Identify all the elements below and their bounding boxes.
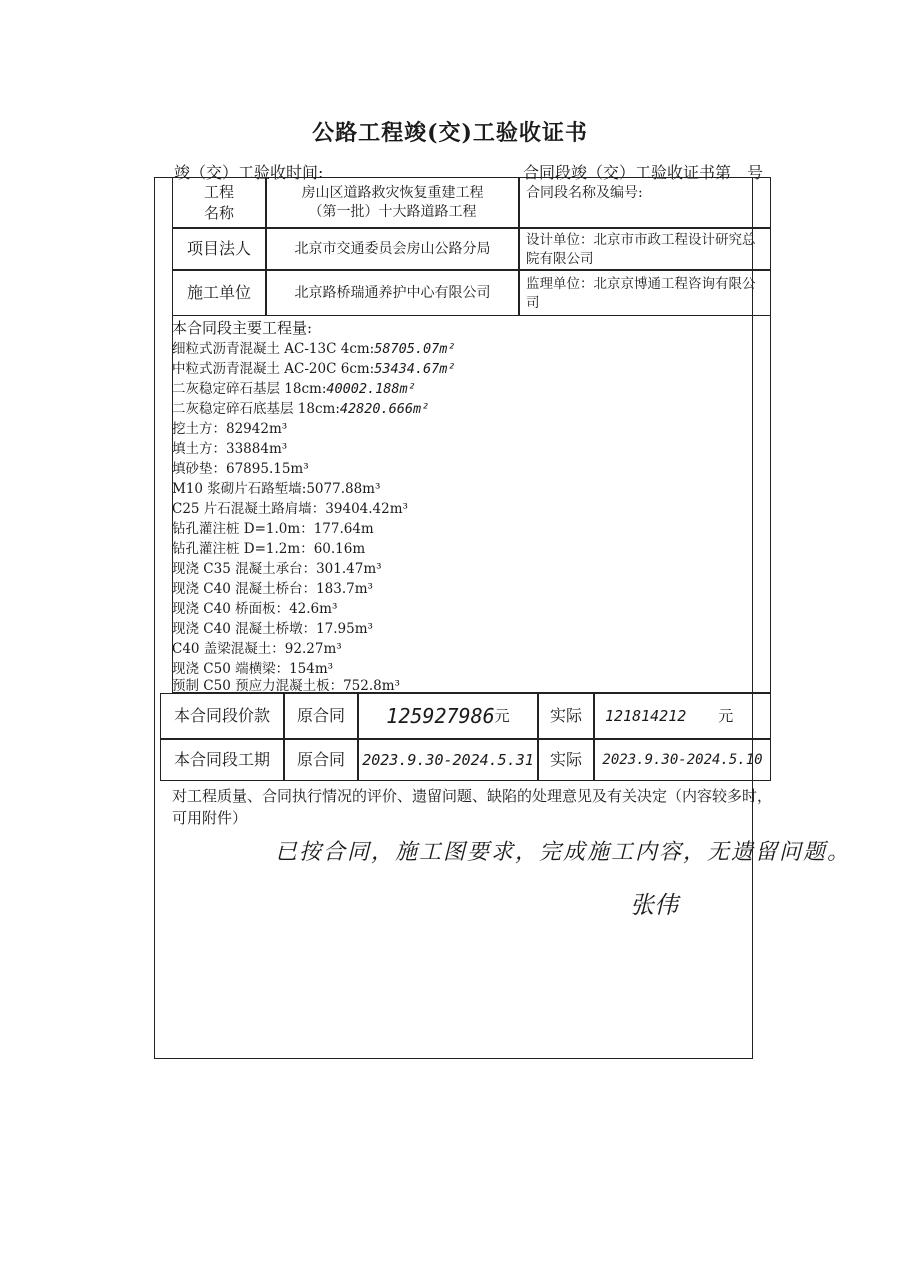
handwritten-original-period: 2023.9.30-2024.5.31 (362, 750, 534, 769)
original-period-label: 原合同 (284, 739, 358, 781)
certificate-number-label: 合同段竣（交）工验收证书第 号 (523, 163, 764, 182)
actual-price-label: 实际 (538, 693, 594, 739)
handwritten-value: 58705.07m² (374, 341, 456, 357)
contract-section-label: 合同段名称及编号: (519, 177, 771, 228)
quantity-item: C25 片石混凝土路肩墙：39404.42m³ (172, 501, 408, 517)
actual-period-value (594, 739, 771, 781)
page-title: 公路工程竣(交)工验收证书 (312, 120, 588, 146)
handwritten-value: 40002.188m² (326, 381, 416, 397)
handwritten-evaluation: 已按合同，施工图要求，完成施工内容，无遗留问题。 (275, 840, 852, 865)
construction-unit-value: 北京路桥瑞通养护中心有限公司 (266, 270, 519, 316)
quantity-item: 预制 C50 预应力混凝土板：752.8m³ (172, 678, 400, 694)
quantity-item: 现浇 C40 混凝土桥墩：17.95m³ (172, 621, 373, 637)
original-period-value (358, 739, 538, 781)
quantity-item: 填土方：33884m³ (172, 441, 288, 457)
handwritten-signature: 张伟 (630, 891, 678, 919)
quantity-item: 现浇 C35 混凝土承台：301.47m³ (172, 561, 382, 577)
quantity-item: 现浇 C40 桥面板：42.6m³ (172, 601, 338, 617)
original-price-value (358, 693, 538, 739)
handwritten-actual-period: 2023.9.30-2024.5.10 (602, 751, 763, 768)
project-owner-value: 北京市交通委员会房山公路分局 (266, 228, 519, 270)
construction-unit-label: 施工单位 (172, 270, 266, 316)
actual-period-label: 实际 (538, 739, 594, 781)
supervision-unit: 监理单位：北京京博通工程咨询有限公司 (519, 270, 771, 316)
quantity-item: 细粒式沥青混凝土 AC-13C 4cm:58705.07m² (172, 341, 456, 357)
quantity-item: 填砂垫：67895.15m³ (172, 461, 309, 477)
quantity-item: 挖土方：82942m³ (172, 421, 288, 437)
handwritten-value: 53434.67m² (374, 361, 456, 377)
quantity-item: 钻孔灌注桩 D=1.2m：60.16m (172, 541, 366, 557)
project-name-label: 工程 名称 (172, 177, 266, 228)
actual-price-unit: 元 (718, 706, 734, 725)
project-owner-label: 项目法人 (172, 228, 266, 270)
original-contract-label: 原合同 (284, 693, 358, 739)
quantity-item: 钻孔灌注桩 D=1.0m：177.64m (172, 521, 374, 537)
design-unit: 设计单位：北京市市政工程设计研究总院有限公司 (519, 228, 771, 270)
quantity-item: C40 盖梁混凝土：92.27m³ (172, 641, 342, 657)
quantity-item: 现浇 C40 混凝土桥台：183.7m³ (172, 581, 373, 597)
price-unit: 元 (494, 706, 510, 725)
contract-period-label: 本合同段工期 (160, 739, 284, 781)
contract-price-label: 本合同段价款 (160, 693, 284, 739)
quantity-item: 二灰稳定碎石基层 18cm:40002.188m² (172, 381, 416, 397)
quantity-item: 中粒式沥青混凝土 AC-20C 6cm:53434.67m² (172, 361, 456, 377)
handwritten-original-price: 125927986 (386, 703, 495, 728)
acceptance-time-label: 竣（交）工验收时间: (174, 163, 324, 182)
project-name-value: 房山区道路救灾恢复重建工程 （第一批）十大路道路工程 (266, 177, 519, 228)
actual-price-value (594, 693, 771, 739)
quantity-item: M10 浆砌片石路堑墙:5077.88m³ (172, 481, 381, 497)
quantities-title: 本合同段主要工程量: (172, 319, 313, 337)
evaluation-note: 对工程质量、合同执行情况的评价、遗留问题、缺陷的处理意见及有关决定（内容较多时，可用附件） (172, 787, 773, 827)
quantity-item: 二灰稳定碎石底基层 18cm:42820.666m² (172, 401, 430, 417)
handwritten-actual-price: 121814212 (605, 706, 687, 725)
quantity-item: 现浇 C50 端横梁：154m³ (172, 661, 334, 677)
handwritten-value: 42820.666m² (339, 401, 430, 417)
